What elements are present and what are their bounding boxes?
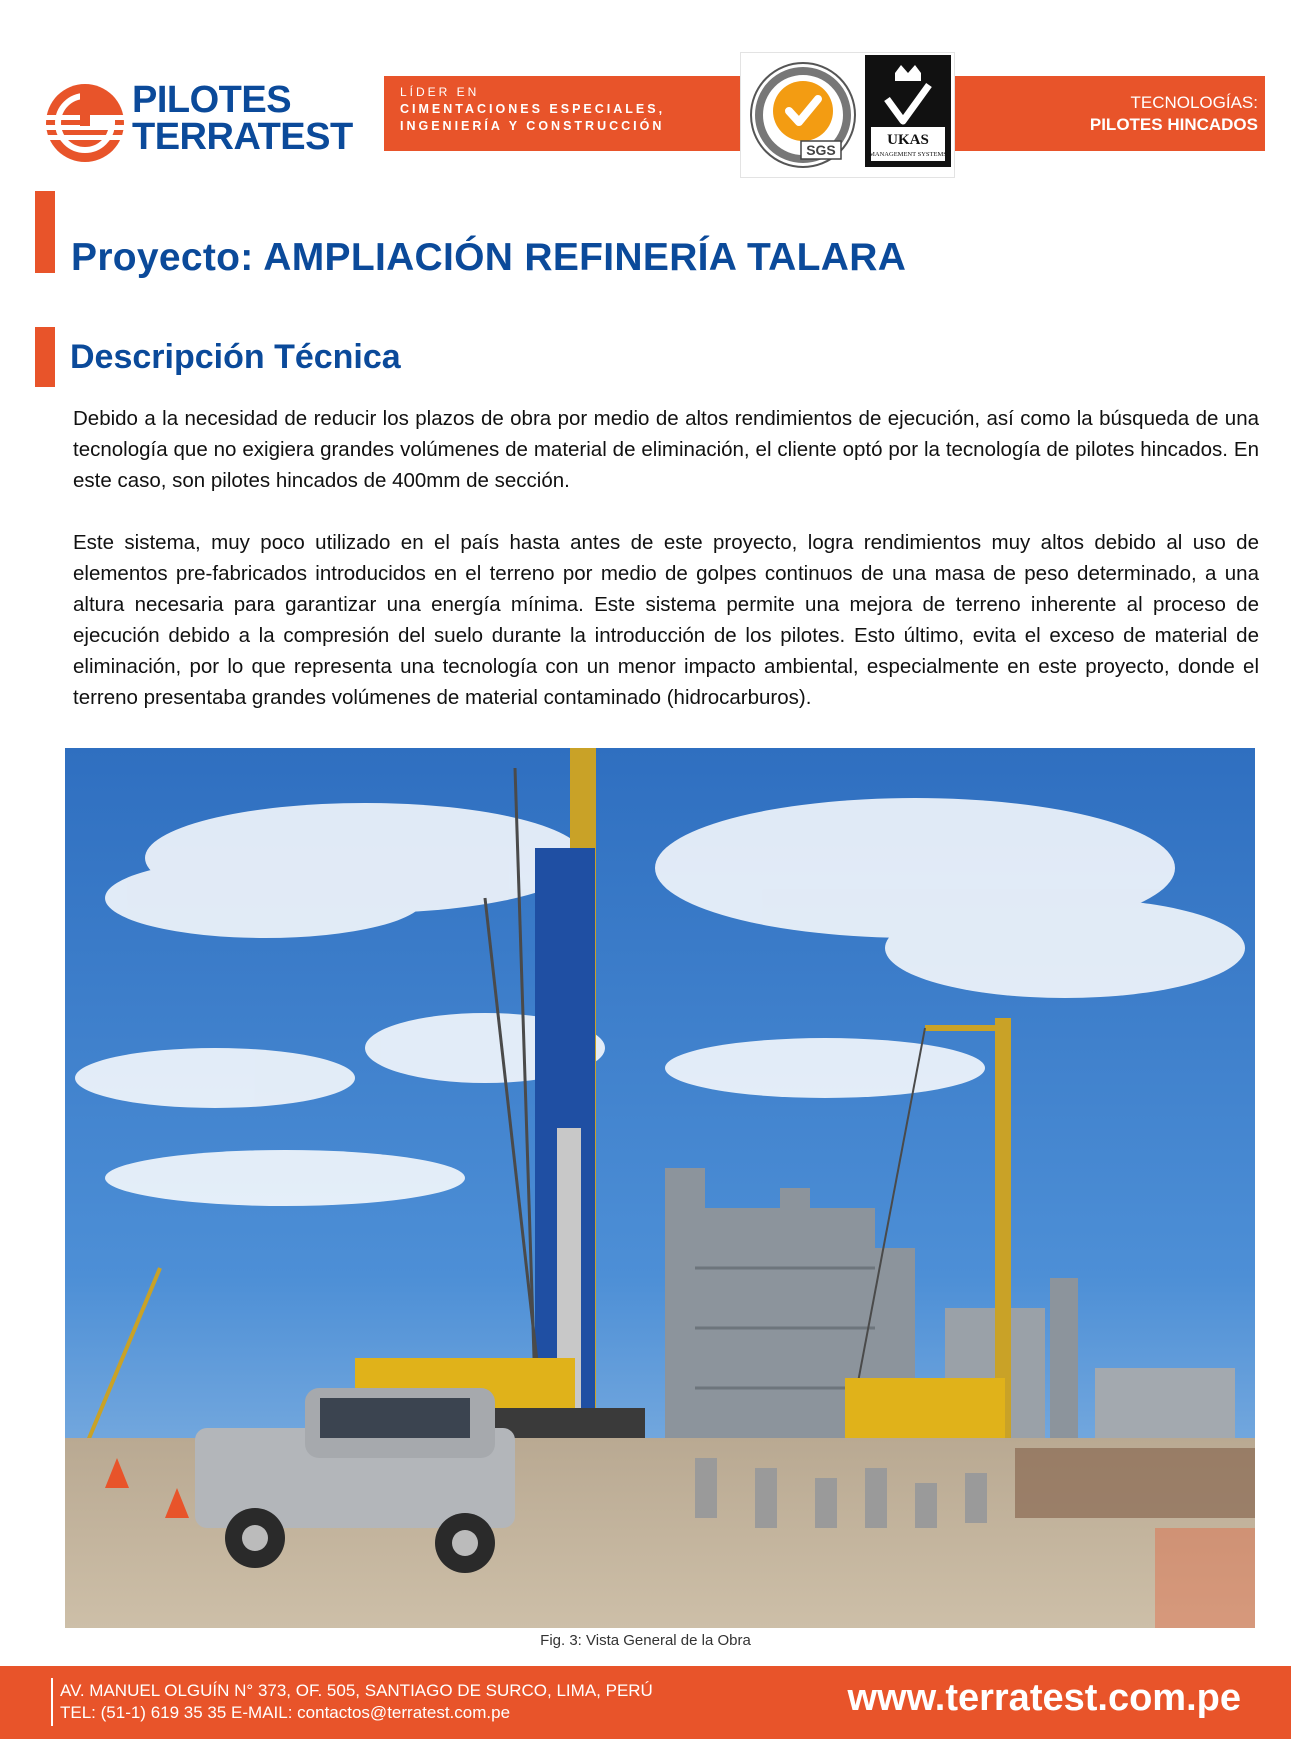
- technology-value: PILOTES HINCADOS: [1089, 115, 1258, 134]
- footer-website-link[interactable]: www.terratest.com.pe: [847, 1677, 1241, 1719]
- tagline-line-1: LÍDER EN: [400, 85, 480, 99]
- company-tagline: [400, 84, 665, 135]
- logo-line-1: PILOTES: [132, 79, 292, 121]
- project-title-accent-bar: [35, 191, 55, 273]
- logo-wordmark: [132, 79, 353, 158]
- terratest-logo-icon: [44, 82, 126, 164]
- sgs-label: SGS: [806, 142, 836, 158]
- logo-line-2: TERRATEST: [132, 116, 353, 158]
- footer-address: AV. MANUEL OLGUÍN N° 373, OF. 505, SANTIAGO DE SURCO, LIMA, PERÚ: [60, 1681, 653, 1700]
- section-title: Descripción Técnica: [70, 338, 401, 376]
- ukas-sub-label: MANAGEMENT SYSTEMS: [869, 151, 947, 158]
- footer: [0, 1666, 1291, 1739]
- ukas-icon: [865, 55, 951, 167]
- project-title: Proyecto: AMPLIACIÓN REFINERÍA TALARA: [71, 236, 907, 279]
- company-logo: [44, 80, 374, 170]
- tagline-line-2: CIMENTACIONES ESPECIALES,: [400, 102, 666, 116]
- section-title-accent-bar: [35, 327, 55, 387]
- sgs-iso-9001-icon: [749, 61, 857, 169]
- paragraph-2: Este sistema, muy poco utilizado en el país hasta antes de este proyecto, logra rendimientos muy altos debido al uso de elementos pre-fabricados introducidos en el terreno por medio de golpes continuos de una masa de peso determinado, a una altura necesaria para garantizar una energía mínima. Este sistema permite una mejora de terreno inherente al proceso de ejecución debido a la compresión del suelo durante la introducción de los pilotes. Esto último, evita el exceso de material de eliminación, por lo que representa una tecnología con un menor impacto ambiental, especialmente en este proyecto, donde el terreno presentaba grandes volúmenes de material contaminado (hidrocarburos).: [73, 531, 1259, 709]
- paragraph-1: Debido a la necesidad de reducir los plazos de obra por medio de altos rendimientos de ejecución, así como la búsqueda de una tecnología que no exigiera grandes volúmenes de material de eliminación, el cliente optó por la tecnología de pilotes hincados. En este caso, son pilotes hincados de 400mm de sección.: [73, 407, 1259, 492]
- ukas-label: UKAS: [887, 132, 929, 148]
- footer-divider: [51, 1678, 53, 1726]
- technology-heading: TECNOLOGÍAS:: [1130, 93, 1258, 112]
- construction-site-image: [65, 748, 1255, 1628]
- technology-label: [955, 92, 1258, 136]
- figure-caption: Fig. 3: Vista General de la Obra: [540, 1632, 751, 1649]
- tagline-line-3: INGENIERÍA Y CONSTRUCCIÓN: [400, 119, 665, 133]
- certification-badges: [740, 52, 955, 178]
- footer-phone-email: TEL: (51-1) 619 35 35 E-MAIL: contactos@terratest.com.pe: [60, 1703, 511, 1722]
- site-photo: [65, 748, 1255, 1628]
- footer-contact: [60, 1680, 653, 1724]
